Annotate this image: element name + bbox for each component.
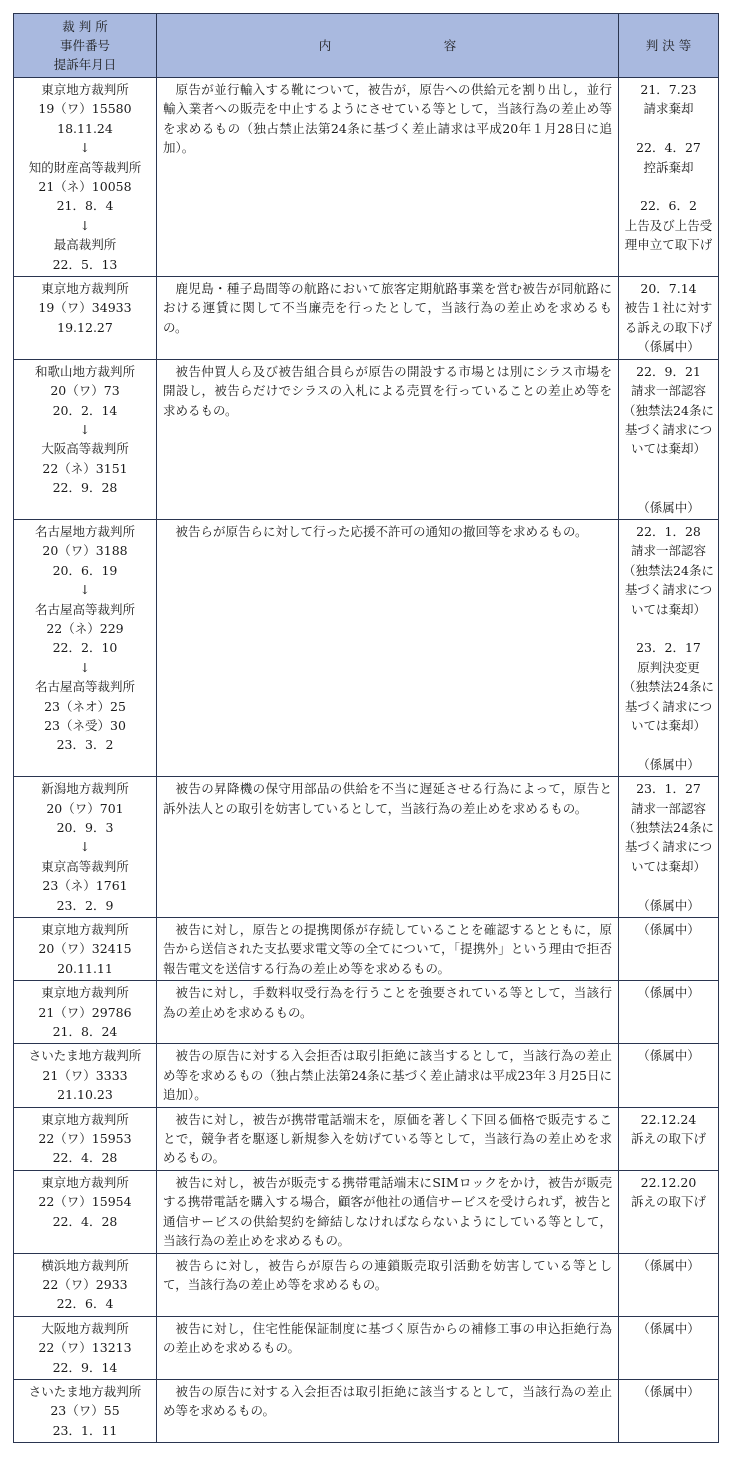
- judgment-line: いては棄却）: [630, 717, 706, 733]
- judgment-line: いては棄却）: [630, 858, 706, 874]
- case-info-cell: [14, 359, 157, 519]
- judgment-line: （係属中）: [637, 897, 700, 913]
- judgment-line: 上告及び上告受: [624, 217, 713, 233]
- judgment-cell: [619, 1253, 719, 1316]
- judgment-line: （係属中）: [637, 922, 700, 937]
- content-cell: [157, 359, 619, 519]
- judgment-line: 請求棄却: [643, 101, 694, 117]
- judgment-line: 21．7.23: [640, 82, 697, 97]
- table-row: [14, 519, 719, 776]
- lawsuit-table-container: [13, 13, 718, 1443]
- case-description: 被告の原告に対する入会拒否は取引拒絶に該当するとして，当該行為の差止め等を求めるもの（独占禁止法第24条に基づく差止請求は平成23年３月25日に追加）。: [163, 1048, 612, 1103]
- case-line: 21．8．4: [56, 198, 114, 214]
- case-line: 和歌山地方裁判所: [34, 363, 135, 379]
- case-line: 18.11.24: [57, 120, 113, 136]
- judgment-cell: [619, 277, 719, 360]
- case-line: 21.10.23: [57, 1087, 113, 1103]
- case-info-cell: [14, 519, 157, 776]
- case-line: 23．2．9: [56, 897, 114, 913]
- table-row: [14, 1379, 719, 1442]
- content-cell: [157, 981, 619, 1044]
- content-cell: [157, 519, 619, 776]
- judgment-line: （係属中）: [637, 1048, 700, 1064]
- case-description: 被告に対し，手数料収受行為を行うことを強要されている等として，当該行為の差止めを求めるもの。: [163, 985, 612, 1020]
- judgment-line: いては棄却）: [630, 441, 706, 457]
- case-description: 原告が並行輸入する靴について，被告が，原告への供給元を割り出し，並行輸入業者への販売を中止するようにさせている等として，当該行為の差止め等を求めるもの（独占禁止法第24条に基づく差止請求は平成20年１月28日に追加）。: [163, 82, 612, 156]
- case-info-cell: [14, 981, 157, 1044]
- case-line: 20．9．3: [56, 819, 114, 835]
- content-cell: [157, 918, 619, 981]
- case-line: 22（ネ）3151: [42, 460, 128, 476]
- case-line: 22（ネ）229: [46, 620, 124, 636]
- judgment-line: 請求一部認容: [630, 383, 706, 399]
- case-description: 被告らに対し，被告らが原告らの連鎖販売取引活動を妨害している等として，当該行為の差止め等を求めるもの。: [163, 1257, 612, 1292]
- table-row: [14, 78, 719, 277]
- content-cell: [157, 1170, 619, 1253]
- case-line: 東京地方裁判所: [41, 82, 129, 97]
- appeal-arrow: ↓: [79, 421, 91, 437]
- case-info-cell: [14, 277, 157, 360]
- header-court-case-date: [14, 14, 157, 78]
- content-cell: [157, 1316, 619, 1379]
- judgment-line: （係属中）: [637, 756, 700, 772]
- content-cell: [157, 277, 619, 360]
- judgment-cell: [619, 1107, 719, 1170]
- table-row: [14, 918, 719, 981]
- case-description: 鹿児島・種子島間等の航路において旅客定期航路事業を営む被告が同航路における運賃に関して不当廉売を行ったとして，当該行為の差止めを求めるもの。: [163, 281, 612, 335]
- case-info-cell: [14, 777, 157, 918]
- case-line: 東京地方裁判所: [41, 985, 129, 1001]
- case-line: 東京高等裁判所: [41, 858, 129, 874]
- judgment-cell: [619, 1170, 719, 1253]
- judgment-cell: [619, 1316, 719, 1379]
- case-line: 名古屋高等裁判所: [34, 601, 135, 617]
- judgment-spacer: [621, 619, 716, 638]
- case-line: 22．9．14: [52, 1359, 118, 1375]
- case-description: 被告に対し，被告が販売する携帯電話端末にSIMロックをかけ，被告が販売する携帯電話を購入する場合，顧客が他社の通信サービスを受けられず，被告と通信サービスの供給契約を締結しなければならないようにしている等として，当該行為の差止めを求めるもの。: [163, 1174, 613, 1249]
- judgment-line: （独禁法24条に: [623, 679, 714, 695]
- case-line: 23．3．2: [56, 737, 114, 753]
- case-info-cell: [14, 1316, 157, 1379]
- judgment-line: 20．7.14: [640, 281, 697, 297]
- table-row: [14, 981, 719, 1044]
- case-line: 20（ワ）73: [50, 383, 120, 399]
- case-info-cell: [14, 1253, 157, 1316]
- case-description: 被告仲買人ら及び被告組合員らが原告の開設する市場とは別にシラス市場を開設し，被告らだけでシラスの入札による売買を行っていることの差止め等を求めるもの。: [163, 363, 612, 418]
- judgment-cell: [619, 1044, 719, 1107]
- case-line: 22．4．28: [52, 1150, 118, 1166]
- case-line: 22．5．13: [52, 256, 118, 272]
- table-row: [14, 359, 719, 519]
- judgment-line: 理申立て取下げ: [624, 237, 713, 253]
- case-line: 横浜地方裁判所: [41, 1257, 129, 1273]
- case-description: 被告らが原告らに対して行った応援不許可の通知の撤回等を求めるもの。: [175, 523, 588, 539]
- appeal-arrow: ↓: [79, 659, 91, 675]
- table-row: [14, 1253, 719, 1316]
- case-line: 20．2．14: [52, 402, 118, 418]
- appeal-arrow: ↓: [79, 582, 91, 598]
- judgment-line: る訴えの取下げ: [624, 319, 713, 335]
- content-cell: [157, 78, 619, 277]
- case-line: 20.11.11: [57, 960, 113, 976]
- judgment-cell: [619, 359, 719, 519]
- case-line: 21（ネ）10058: [38, 179, 132, 195]
- case-line: 21（ワ）3333: [42, 1067, 128, 1083]
- case-line: 22．4．28: [52, 1213, 118, 1229]
- judgment-line: 基づく請求につ: [624, 698, 713, 714]
- case-line: 22．6．4: [56, 1296, 114, 1312]
- case-description: 被告に対し，被告が携帯電話端末を，原価を著しく下回る価格で販売することで，競争者を駆逐し新規参入を妨げている等として，当該行為の差止めを求めるもの。: [163, 1111, 612, 1166]
- case-line: 23（ワ）55: [50, 1403, 120, 1419]
- judgment-line: （独禁法24条に: [623, 819, 714, 835]
- case-description: 被告に対し，住宅性能保証制度に基づく原告からの補修工事の申込拒絶行為の差止めを求めるもの。: [163, 1320, 612, 1356]
- judgment-cell: [619, 1379, 719, 1442]
- appeal-arrow: ↓: [79, 839, 91, 855]
- judgment-line: （係属中）: [637, 1257, 700, 1273]
- judgment-spacer: [621, 876, 716, 895]
- judgment-spacer: [621, 177, 716, 196]
- case-line: 東京地方裁判所: [41, 922, 129, 937]
- case-info-cell: [14, 918, 157, 981]
- case-line: 21．8．24: [52, 1024, 118, 1040]
- judgment-spacer: [621, 119, 716, 138]
- case-line: 東京地方裁判所: [41, 281, 129, 297]
- table-header-row: [14, 14, 719, 78]
- table-row: [14, 1170, 719, 1253]
- judgment-line: （係属中）: [637, 985, 700, 1001]
- case-info-cell: [14, 1379, 157, 1442]
- case-line: 22．2．10: [52, 640, 118, 656]
- case-line: 22（ワ）15954: [38, 1194, 132, 1210]
- judgment-line: 被告１社に対す: [624, 300, 713, 316]
- judgment-line: 23．2．17: [636, 640, 701, 656]
- judgment-line: 23．1．27: [636, 781, 701, 797]
- case-line: 19.12.27: [57, 319, 113, 335]
- content-cell: [157, 1253, 619, 1316]
- case-line: 23．1．11: [52, 1422, 118, 1438]
- case-line: 19（ワ）15580: [38, 101, 132, 117]
- case-line: 20（ワ）3188: [42, 543, 128, 559]
- case-line: 最高裁判所: [53, 237, 117, 253]
- judgment-line: 請求一部認容: [630, 800, 706, 816]
- appeal-arrow: ↓: [79, 217, 91, 233]
- case-line: 20．6．19: [52, 562, 118, 578]
- judgment-line: 基づく請求につ: [624, 582, 713, 598]
- judgment-line: 22．1．28: [636, 523, 701, 539]
- judgment-cell: [619, 519, 719, 776]
- table-row: [14, 1316, 719, 1379]
- judgment-cell: [619, 981, 719, 1044]
- case-line: 大阪高等裁判所: [41, 441, 129, 457]
- case-line: 知的財産高等裁判所: [28, 159, 142, 175]
- judgment-line: （独禁法24条に: [623, 402, 714, 418]
- case-line: さいたま地方裁判所: [28, 1048, 142, 1064]
- case-line: 21（ワ）29786: [38, 1004, 132, 1020]
- judgment-line: 訴えの取下げ: [630, 1194, 706, 1210]
- table-row: [14, 277, 719, 360]
- case-line: 23（ネオ）25: [44, 698, 126, 714]
- judgment-line: 請求一部認容: [630, 543, 706, 559]
- content-cell: [157, 777, 619, 918]
- judgment-line: いては棄却）: [630, 601, 706, 617]
- case-line: 東京地方裁判所: [41, 1174, 129, 1190]
- header-content: 内 容: [157, 14, 619, 78]
- case-description: 被告に対し，原告との提携関係が存続していることを確認するとともに，原告から送信された支払要求電文等の全てについて，「提携外」という理由で拒否報告電文を送信する行為の差止め等を求めるもの。: [163, 922, 612, 976]
- judgment-line: （係属中）: [637, 339, 700, 355]
- table-row: [14, 1044, 719, 1107]
- case-line: さいたま地方裁判所: [28, 1383, 142, 1399]
- judgment-line: 訴えの取下げ: [630, 1131, 706, 1147]
- lawsuit-table: [13, 13, 719, 1443]
- case-info-cell: [14, 78, 157, 277]
- judgment-line: 原判決変更: [637, 659, 700, 675]
- content-cell: [157, 1107, 619, 1170]
- case-description: 被告の原告に対する入会拒否は取引拒絶に該当するとして，当該行為の差止め等を求めるもの。: [163, 1383, 612, 1419]
- case-line: 22（ワ）15953: [38, 1131, 132, 1147]
- judgment-line: （係属中）: [637, 1383, 700, 1399]
- case-line: 22．9．28: [52, 480, 118, 496]
- case-line: 23（ネ）1761: [42, 878, 128, 894]
- judgment-line: 控訴棄却: [643, 159, 694, 175]
- header-judgment: 判 決 等: [619, 14, 719, 78]
- case-line: 22（ワ）13213: [38, 1340, 132, 1356]
- judgment-cell: [619, 78, 719, 277]
- case-line: 23（ネ受）30: [44, 717, 126, 733]
- case-line: 新潟地方裁判所: [41, 781, 129, 797]
- case-line: 名古屋高等裁判所: [34, 679, 135, 695]
- case-info-cell: [14, 1107, 157, 1170]
- judgment-line: 基づく請求につ: [624, 839, 713, 855]
- appeal-arrow: ↓: [79, 140, 91, 156]
- case-info-cell: [14, 1044, 157, 1107]
- case-line: 名古屋地方裁判所: [34, 523, 135, 539]
- judgment-line: 22.12.24: [640, 1111, 697, 1127]
- case-line: 22（ワ）2933: [42, 1276, 128, 1292]
- case-line: 20（ワ）32415: [38, 941, 132, 957]
- content-cell: [157, 1379, 619, 1442]
- case-line: 19（ワ）34933: [38, 300, 132, 316]
- table-row: [14, 777, 719, 918]
- content-cell: [157, 1044, 619, 1107]
- judgment-line: （係属中）: [637, 1320, 700, 1336]
- judgment-cell: [619, 918, 719, 981]
- header-case-number: 事件番号: [59, 38, 110, 53]
- judgment-cell: [619, 777, 719, 918]
- header-court: 裁 判 所: [62, 19, 108, 34]
- judgment-line: （独禁法24条に: [623, 562, 714, 578]
- judgment-line: 22.12.20: [640, 1174, 697, 1190]
- case-info-cell: [14, 1170, 157, 1253]
- judgment-spacer: [621, 478, 716, 497]
- header-filing-date: 提訴年月日: [53, 57, 117, 72]
- case-description: 被告の昇降機の保守用部品の供給を不当に遅延させる行為によって，原告と訴外法人との取引を妨害しているとして，当該行為の差止めを求めるもの。: [163, 781, 612, 816]
- judgment-line: （係属中）: [637, 499, 700, 515]
- judgment-line: 22．4．27: [636, 140, 701, 156]
- case-line: 東京地方裁判所: [41, 1111, 129, 1127]
- judgment-line: 22．6．2: [640, 198, 697, 214]
- judgment-spacer: [621, 459, 716, 478]
- judgment-line: 基づく請求につ: [624, 421, 713, 437]
- judgment-line: 22．9．21: [636, 363, 701, 379]
- table-row: [14, 1107, 719, 1170]
- judgment-spacer: [621, 735, 716, 754]
- case-line: 大阪地方裁判所: [41, 1320, 129, 1336]
- case-line: 20（ワ）701: [46, 800, 124, 816]
